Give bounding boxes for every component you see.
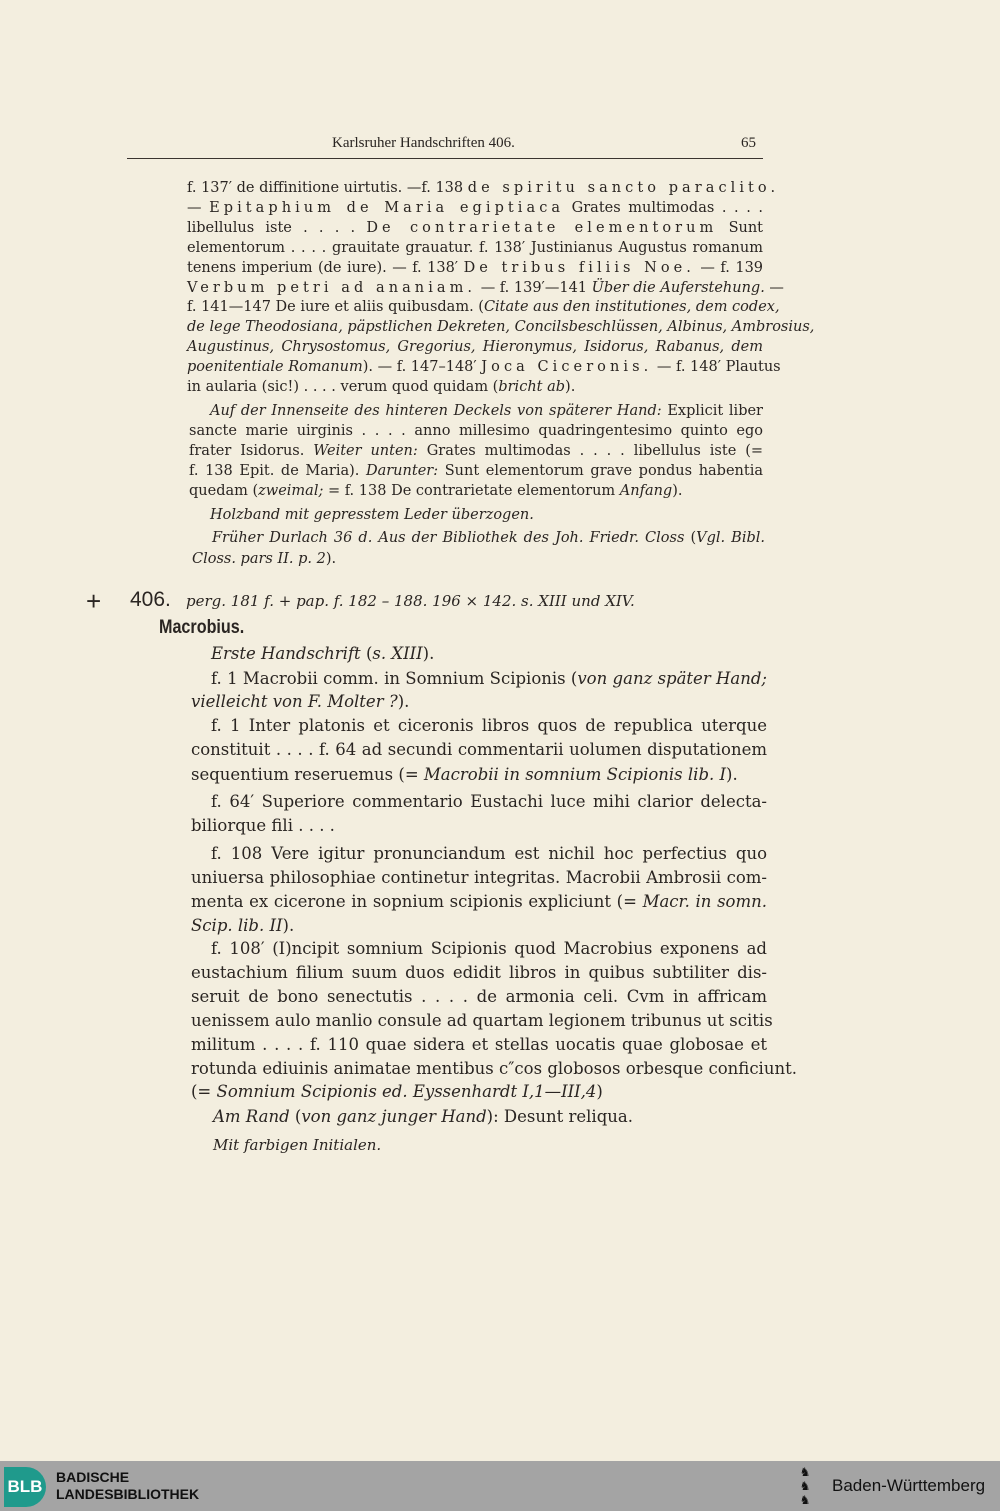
paragraph — [191, 842, 767, 938]
entry-description: perg. 181 f. + pap. f. 182 – 188. 196 × 142. s. XIII und XIV. — [186, 592, 635, 610]
text-line — [191, 914, 767, 938]
text-line — [189, 421, 763, 441]
text-segment: ). — [325, 551, 337, 567]
text-line — [191, 690, 767, 713]
text-segment: elementorum . . . . grauitate grauatur. f. 138′ Justinianus Augustus romanum — [187, 239, 763, 256]
text-segment: — f. 139 — [694, 259, 764, 276]
text-segment: Epitaphium de Maria egiptiaca — [209, 199, 565, 216]
text-line — [187, 219, 763, 239]
text-segment: poenitentiale Romanum — [187, 359, 363, 376]
text-segment: (= — [191, 1082, 217, 1102]
header-rule — [127, 158, 763, 159]
library-name-line2: LANDESBIBLIOTHEK — [56, 1486, 200, 1502]
paragraph — [210, 505, 763, 525]
paragraph — [191, 642, 767, 666]
text-segment: ). — [397, 692, 410, 711]
text-segment: zweimal; — [258, 483, 328, 499]
text-line — [187, 199, 763, 219]
text-segment: ( — [360, 644, 373, 663]
text-segment: s. XIII — [372, 644, 423, 663]
text-line — [191, 1105, 767, 1129]
entry-title: Macrobius. — [159, 617, 245, 638]
text-segment: sequentium reseruemus (= — [191, 764, 424, 784]
text-segment: Citate aus den institutiones, dem codex, — [483, 299, 780, 316]
state-name[interactable]: Baden-Württemberg — [832, 1476, 986, 1495]
paragraph — [187, 179, 815, 398]
text-segment: ). — [565, 379, 576, 396]
coat-of-arms-lions-icon: ♞ ♞ ♞ — [799, 1465, 811, 1507]
text-line — [187, 298, 780, 318]
text-segment: ). — [726, 764, 738, 784]
text-line — [191, 642, 767, 666]
text-segment: de lege Theodosiana, päpstlichen Dekreten, Concilsbeschlüssen, Albinus, Ambrosius, — [187, 319, 815, 336]
text-segment: bricht ab — [498, 379, 566, 396]
text-segment: frater Isidorus. — [189, 443, 314, 459]
paragraph — [191, 667, 767, 713]
text-line — [191, 890, 767, 914]
text-line — [191, 1080, 767, 1104]
text-segment: Früher Durlach 36 d. Aus der Bibliothek des Joh. Friedr. Closs — [212, 530, 685, 546]
text-segment: militum . . . . f. 110 quae sidera et stellas uocatis quae globosae et — [191, 1034, 767, 1054]
text-line — [189, 481, 763, 501]
text-segment: seruit de bono senectutis . . . . de armonia celi. Cvm in affricam — [191, 986, 767, 1006]
text-segment: Augustinus, Chrysostomus, Gregorius, Hieronymus, Isidorus, Rabanus, dem — [187, 339, 763, 356]
text-line — [191, 866, 767, 890]
text-segment: von ganz junger Hand — [301, 1107, 487, 1126]
text-segment: — — [187, 199, 210, 216]
text-segment: De tribus filiis Noe. — [463, 259, 695, 276]
text-segment: ). — [672, 483, 683, 499]
text-segment: Mit farbigen Initialen. — [213, 1136, 382, 1154]
text-line — [187, 279, 784, 299]
text-segment: sancte marie uirginis . . . . anno millesimo quadringentesimo quinto ego — [189, 423, 763, 439]
text-segment: Über die Auferstehung. — [591, 279, 765, 296]
text-segment: uenissem aulo manlio consule ad quartam legionem tribunus ut scitis — [191, 1010, 773, 1030]
paragraph — [191, 790, 767, 838]
text-line — [191, 1133, 767, 1157]
text-line — [191, 1009, 773, 1033]
text-segment: biliorque fili . . . . — [191, 816, 335, 835]
paragraph — [189, 401, 763, 501]
text-segment: Auf der Innenseite des hinteren Deckels von späterer Hand: — [210, 403, 662, 419]
text-line — [191, 738, 767, 762]
footer-bar — [0, 1461, 1000, 1511]
text-line — [191, 714, 767, 738]
entry-number: 406. — [130, 588, 171, 611]
text-line — [191, 814, 767, 838]
text-line — [189, 401, 763, 421]
entry-marker: + — [86, 586, 102, 616]
text-segment: ). — [422, 644, 435, 663]
text-segment: — f. 139′—141 — [476, 279, 592, 296]
paragraph — [192, 528, 765, 570]
text-segment: ). — [282, 916, 295, 935]
text-line — [191, 790, 767, 814]
text-line — [191, 763, 767, 787]
blb-logo[interactable]: BLB — [4, 1467, 46, 1507]
text-segment: f. 138 Epit. de Maria). — [189, 463, 366, 479]
text-line — [187, 239, 763, 259]
text-line — [191, 1057, 797, 1081]
text-segment: Sunt elementorum grave pondus habentia — [438, 463, 763, 479]
library-name-line1: BADISCHE — [56, 1469, 130, 1485]
text-line — [187, 338, 763, 358]
text-line — [187, 318, 815, 338]
text-segment: Darunter: — [365, 463, 439, 479]
text-segment: ( — [289, 1107, 302, 1126]
text-line — [189, 461, 763, 481]
text-segment: ( — [684, 530, 697, 546]
text-segment: — — [764, 279, 784, 296]
text-segment: f. 1 Macrobii comm. in Somnium Scipionis ( — [211, 669, 578, 688]
text-segment: vielleicht von F. Molter ? — [191, 692, 398, 711]
text-segment: constituit . . . . f. 64 ad secundi commentarii uolumen disputationem — [191, 740, 767, 760]
text-segment: Sunt — [717, 219, 764, 236]
text-segment: Macrobii in somnium Scipionis lib. I — [423, 764, 727, 784]
paragraph — [191, 714, 767, 787]
paragraph — [191, 937, 797, 1104]
text-segment: Joca Ciceronis. — [481, 359, 653, 376]
text-segment: menta ex cicerone in sopnium scipionis expliciunt (= — [191, 892, 643, 911]
text-segment: von ganz später Hand; — [577, 669, 767, 688]
text-segment: — f. 148′ Plautus — [652, 359, 781, 376]
page-number: 65 — [741, 135, 756, 151]
text-segment: de spiritu sancto paraclito. — [467, 180, 780, 196]
text-segment: f. 108′ (I)ncipit somnium Scipionis quod Macrobius exponens ad — [211, 939, 767, 958]
text-segment: Erste Handschrift — [211, 644, 361, 663]
text-segment: ). — f. 147–148′ — [362, 359, 482, 376]
text-line — [187, 378, 763, 398]
text-segment: in aularia (sic!) . . . . verum quod quidam ( — [187, 379, 499, 396]
running-title: Karlsruher Handschriften 406. — [332, 135, 515, 151]
text-segment: Vgl. Bibl. — [696, 530, 765, 546]
text-segment: Anfang — [619, 483, 673, 499]
text-line — [191, 667, 767, 690]
text-line — [210, 505, 763, 525]
text-segment: Scip. lib. II — [191, 916, 283, 935]
text-segment: Macr. in somn. — [642, 892, 768, 911]
text-line — [191, 985, 767, 1009]
text-segment: De contrarietate elementorum — [366, 219, 718, 236]
text-segment: ) — [596, 1082, 603, 1102]
text-segment: = f. 138 De contrarietate elementorum — [327, 483, 620, 499]
text-line — [191, 937, 767, 961]
text-line — [191, 842, 767, 866]
text-segment: f. 1 Inter platonis et ciceronis libros quos de republica uterque — [211, 716, 767, 735]
text-segment: Holzband mit gepresstem Leder überzogen. — [210, 507, 534, 523]
text-segment: eustachium filium suum duos edidit libros in quibus subtiliter dis- — [191, 962, 767, 982]
text-line — [192, 528, 765, 549]
text-segment: Am Rand — [213, 1107, 290, 1126]
paragraph — [191, 1133, 767, 1157]
text-segment: Verbum petri ad ananiam. — [187, 279, 477, 296]
text-segment: Grates multimodas . . . . libellulus iste (= — [417, 443, 763, 459]
library-name[interactable] — [56, 1469, 199, 1503]
text-segment: Closs. pars II. p. 2 — [192, 551, 326, 567]
text-line — [187, 179, 780, 199]
text-line — [187, 259, 763, 279]
text-segment: f. 141—147 De iure et aliis quibusdam. ( — [187, 299, 484, 316]
text-segment: ): Desunt reliqua. — [486, 1107, 633, 1126]
text-segment: f. 108 Vere igitur pronunciandum est nichil hoc perfectius quo — [211, 844, 767, 863]
text-segment: Somnium Scipionis ed. Eyssenhardt I,1—III,4 — [216, 1082, 597, 1102]
text-line — [191, 961, 767, 985]
text-segment: quedam ( — [189, 483, 259, 499]
text-segment: libellulus iste . . . . — [187, 219, 367, 236]
text-line — [191, 1033, 767, 1057]
text-line — [189, 441, 763, 461]
paragraph — [191, 1105, 767, 1129]
text-segment: Grates multimodas . . . . — [564, 199, 764, 216]
text-segment: f. 137′ de diffinitione uirtutis. —f. 138 — [187, 180, 468, 196]
text-segment: Explicit liber — [661, 403, 763, 419]
text-segment: rotunda ediuinis animatae mentibus c″cos globosos orbesque conficiunt. — [191, 1058, 797, 1078]
text-line — [187, 358, 781, 378]
text-segment: Weiter unten: — [313, 443, 418, 459]
text-line — [192, 549, 765, 570]
text-segment: uniuersa philosophiae continetur integritas. Macrobii Ambrosii com- — [191, 868, 767, 887]
text-segment: f. 64′ Superiore commentario Eustachi luce mihi clarior delecta- — [211, 792, 767, 811]
text-segment: tenens imperium (de iure). — f. 138′ — [187, 259, 464, 276]
